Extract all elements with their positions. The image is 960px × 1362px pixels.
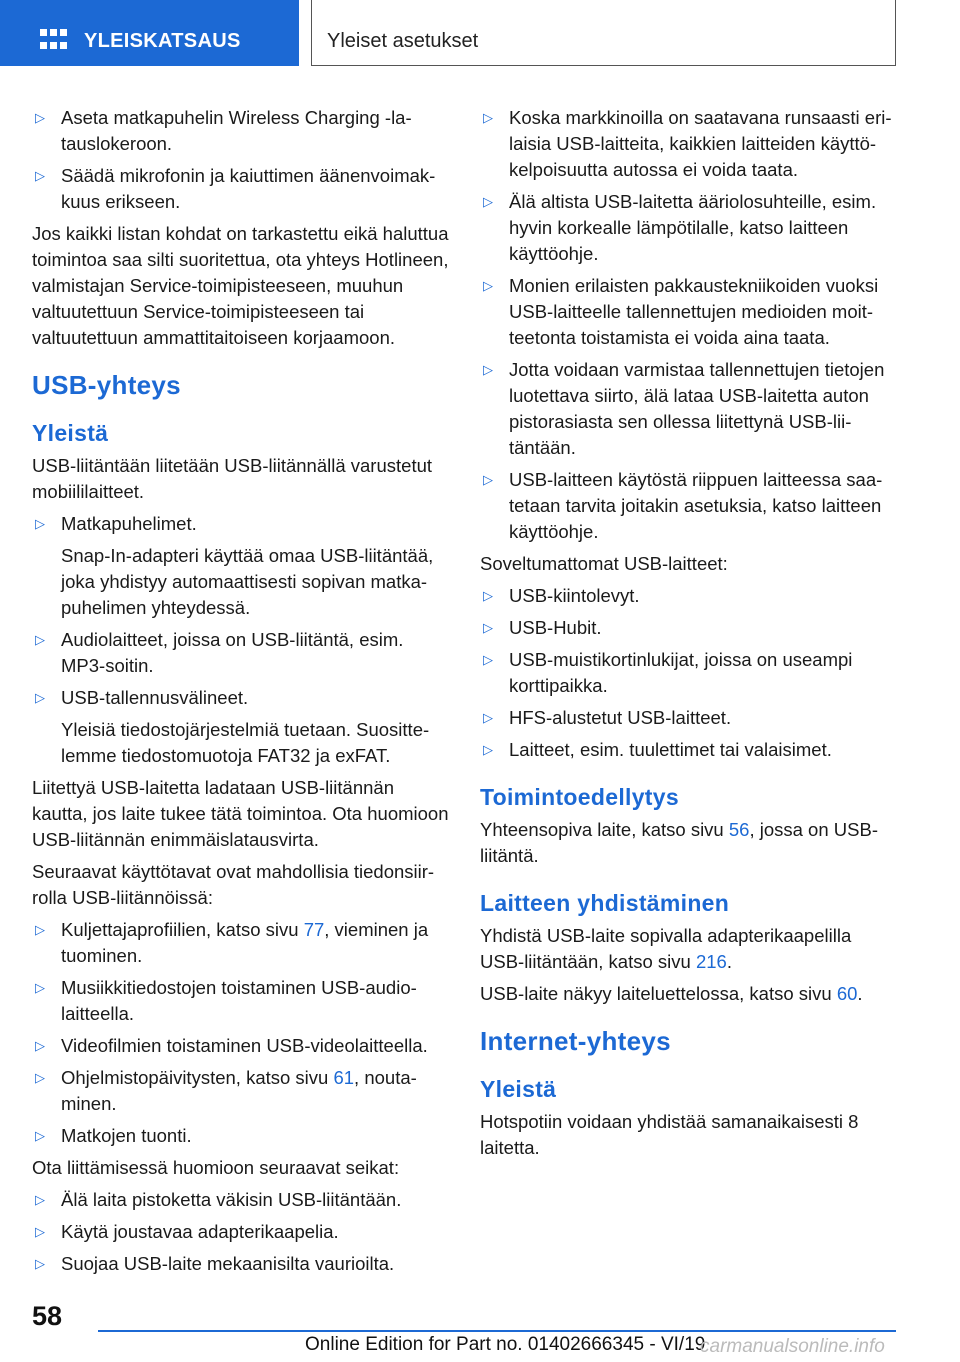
- page-link[interactable]: 61: [333, 1067, 355, 1088]
- paragraph: Soveltumattomat USB-laitteet:: [480, 553, 728, 574]
- triangle-bullet-icon: ▷: [483, 652, 493, 667]
- list-item: ▷ USB-tallennusvälineet. Yleisiä tiedostojärjestelmiä tuetaan. Suosittelemme tiedostomuotoja FAT32 ja exFAT.: [32, 685, 450, 769]
- triangle-bullet-icon: ▷: [483, 742, 493, 757]
- paragraph: USB-laite näkyy laiteluettelossa, katso sivu 60.: [480, 983, 863, 1004]
- triangle-bullet-icon: ▷: [483, 278, 493, 293]
- heading-internet-yhteys: Internet-yhteys: [480, 1026, 671, 1056]
- paragraph: Hotspotiin voidaan yhdistää samanaikaisesti 8 laitetta.: [480, 1111, 859, 1158]
- list-item-detail: Yleisiä tiedostojärjestelmiä tuetaan. Suosittelemme tiedostomuotoja FAT32 ja exFAT.: [61, 719, 430, 766]
- triangle-bullet-icon: ▷: [35, 1256, 45, 1271]
- triangle-bullet-icon: ▷: [35, 1224, 45, 1239]
- tab-yleiskatsaus[interactable]: [0, 0, 299, 66]
- triangle-bullet-icon: ▷: [483, 588, 493, 603]
- watermark: carmanualsonline.info: [700, 1336, 885, 1357]
- tab-label: YLEISKATSAUS: [84, 30, 241, 52]
- triangle-bullet-icon: ▷: [35, 1128, 45, 1143]
- section-title: Yleiset asetukset: [327, 30, 479, 52]
- left-column: [32, 105, 450, 1283]
- list-item: ▷ Säädä mikrofonin ja kaiuttimen äänenvoimakkuus erikseen.: [35, 165, 436, 212]
- list-item: ▷ HFS-alustetut USB-laitteet.: [483, 707, 732, 728]
- page-link[interactable]: 56: [728, 819, 750, 840]
- triangle-bullet-icon: ▷: [35, 168, 45, 183]
- paragraph: Jos kaikki listan kohdat on tarkastettu eikä haluttua toimintoa saa silti suoritettua, ota yhteys Hotlineen, valmistajan Service-toimipisteeseen, muuhun valtuutettuun Service-toimipisteeseen tai valtuutettuun ammattitaitoiseen korjaamoon.: [32, 223, 449, 348]
- list-item: ▷ Videofilmien toistaminen USB-videolaitteella.: [35, 1035, 428, 1056]
- list-item: ▷ Monien erilaisten pakkaustekniikoiden vuoksi USB-laitteelle tallennettujen medioiden moitteetonta toistamista ei voida aina taata.: [483, 275, 879, 348]
- page-header: [0, 0, 960, 66]
- list-item: ▷ Audiolaitteet, joissa on USB-liitäntä, esim. MP3-soitin.: [35, 629, 404, 676]
- list-item: ▷ Matkojen tuonti.: [35, 1125, 192, 1146]
- heading-laitteen-yhdistaminen: Laitteen yhdistäminen: [480, 890, 730, 916]
- triangle-bullet-icon: ▷: [483, 110, 493, 125]
- grid-icon: [40, 29, 68, 51]
- triangle-bullet-icon: ▷: [35, 1070, 45, 1085]
- list-item: ▷ Älä altista USB-laitetta ääriolosuhteille, esim. hyvin korkealle lämpötilalle, katso laitteen käyttöohje.: [483, 191, 877, 264]
- triangle-bullet-icon: ▷: [35, 922, 45, 937]
- triangle-bullet-icon: ▷: [35, 980, 45, 995]
- list-item: ▷ Matkapuhelimet. Snap-In-adapteri käyttää omaa USB-liitäntää, joka yhdistyy automaattisesti sopivan matkapuhelimen yhteydessä.: [32, 511, 450, 621]
- list-item: ▷ USB-laitteen käytöstä riippuen laitteessa saatetaan tarvita joitakin asetuksia, katso laitteen käyttöohje.: [483, 469, 883, 542]
- heading-usb-yhteys: USB-yhteys: [32, 370, 181, 400]
- paragraph: Seuraavat käyttötavat ovat mahdollisia tiedonsiirrolla USB-liitännöissä:: [32, 861, 435, 908]
- list-item: ▷ Ohjelmistopäivitysten, katso sivu 61, noutaminen.: [35, 1067, 417, 1114]
- triangle-bullet-icon: ▷: [35, 632, 45, 647]
- list-item: ▷ USB-Hubit.: [483, 617, 602, 638]
- triangle-bullet-icon: ▷: [35, 1038, 45, 1053]
- list-item: ▷ Käytä joustavaa adapterikaapelia.: [35, 1221, 339, 1242]
- paragraph: Yhteensopiva laite, katso sivu 56, jossa on USB-liitäntä.: [480, 819, 878, 866]
- list-item-detail: Snap-In-adapteri käyttää omaa USB-liitäntää, joka yhdistyy automaattisesti sopivan matkapuhelimen yhteydessä.: [61, 545, 434, 618]
- list-item: ▷ Jotta voidaan varmistaa tallennettujen tietojen luotettava siirto, älä lataa USB-laitetta auton pistorasiasta sen ollessa liitettynä USB-liitäntään.: [483, 359, 885, 458]
- footer-divider: [98, 1330, 896, 1332]
- page-number: 58: [32, 1301, 63, 1331]
- paragraph: Liitettyä USB-laitetta ladataan USB-liitännän kautta, jos laite tukee tätä toimintoa. Ota huomioon USB-liitännän enimmäislatausvirta.: [32, 777, 449, 850]
- paragraph: Yhdistä USB-laite sopivalla adapterikaapelilla USB-liitäntään, katso sivu 216.: [480, 925, 852, 972]
- triangle-bullet-icon: ▷: [35, 516, 45, 531]
- triangle-bullet-icon: ▷: [483, 620, 493, 635]
- right-column: [480, 105, 898, 1167]
- triangle-bullet-icon: ▷: [483, 472, 493, 487]
- list-item: ▷ Kuljettajaprofiilien, katso sivu 77, vieminen ja tuominen.: [35, 919, 429, 966]
- footer-edition: Online Edition for Part no. 01402666345 - VI/19: [305, 1334, 706, 1355]
- page-link[interactable]: 77: [303, 919, 325, 940]
- list-item: ▷ Suojaa USB-laite mekaanisilta vaurioilta.: [35, 1253, 395, 1274]
- paragraph: Ota liittämisessä huomioon seuraavat seikat:: [32, 1157, 400, 1178]
- list-item: ▷ Musiikkitiedostojen toistaminen USB-audiolaitteella.: [35, 977, 417, 1024]
- paragraph: USB-liitäntään liitetään USB-liitännällä varustetut mobiililaitteet.: [32, 455, 433, 502]
- list-item: ▷ Koska markkinoilla on saatavana runsaasti erilaisia USB-laitteita, kaikkien laitteiden käyttökelpoisuutta autossa ei voida taata.: [483, 107, 892, 180]
- page-link[interactable]: 216: [695, 951, 727, 972]
- list-item: ▷ Aseta matkapuhelin Wireless Charging -latauslokeroon.: [35, 107, 412, 154]
- list-item: ▷ Älä laita pistoketta väkisin USB-liitäntään.: [35, 1189, 402, 1210]
- tab-yleiset-asetukset[interactable]: [311, 0, 896, 66]
- list-item: ▷ USB-kiintolevyt.: [483, 585, 640, 606]
- triangle-bullet-icon: ▷: [483, 710, 493, 725]
- list-item: ▷ USB-muistikortinlukijat, joissa on useampi korttipaikka.: [483, 649, 853, 696]
- list-item: ▷ Laitteet, esim. tuulettimet tai valaisimet.: [483, 739, 832, 760]
- heading-yleista: Yleistä: [32, 420, 109, 446]
- heading-toimintoedellytys: Toimintoedellytys: [480, 784, 679, 810]
- triangle-bullet-icon: ▷: [35, 1192, 45, 1207]
- heading-yleista: Yleistä: [480, 1076, 557, 1102]
- triangle-bullet-icon: ▷: [483, 362, 493, 377]
- triangle-bullet-icon: ▷: [35, 110, 45, 125]
- page-link[interactable]: 60: [836, 983, 858, 1004]
- triangle-bullet-icon: ▷: [35, 690, 45, 705]
- triangle-bullet-icon: ▷: [483, 194, 493, 209]
